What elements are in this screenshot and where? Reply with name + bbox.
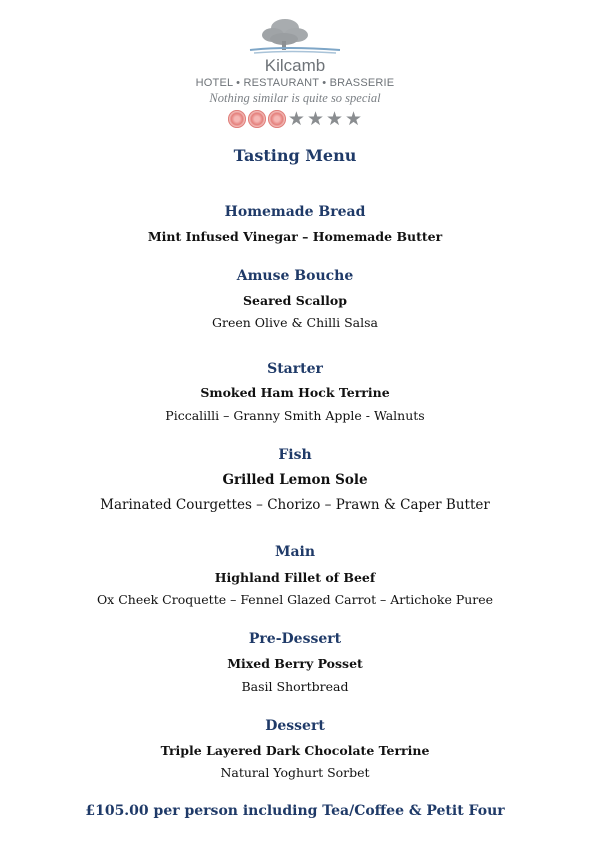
course-accompaniment: Piccalilli – Granny Smith Apple - Walnuts xyxy=(165,408,425,423)
course-dish: Mint Infused Vinegar – Homemade Butter xyxy=(147,229,443,244)
rosette-icon xyxy=(228,110,246,128)
course-dish: Triple Layered Dark Chocolate Terrine xyxy=(160,743,430,758)
course-accompaniment: Marinated Courgettes – Chorizo – Prawn & Caper Butter xyxy=(100,497,490,513)
course-heading: Starter xyxy=(267,361,323,377)
brand-motto: Nothing similar is quite so special xyxy=(209,91,381,105)
course-heading: Amuse Bouche xyxy=(236,268,354,284)
course-accompaniment: Natural Yoghurt Sorbet xyxy=(220,765,370,780)
star-icon: ★ xyxy=(287,108,305,130)
course-heading: Dessert xyxy=(265,718,325,734)
course-accompaniment: Basil Shortbread xyxy=(241,679,349,694)
course-dish: Seared Scallop xyxy=(242,293,348,308)
brand-name: Kilcamb xyxy=(264,56,326,75)
course-heading: Pre-Dessert xyxy=(248,631,342,647)
rosette-icon xyxy=(268,110,286,128)
course-heading: Homemade Bread xyxy=(224,204,366,220)
brand-tagline: HOTEL • RESTAURANT • BRASSERIE xyxy=(195,77,395,89)
hotel-logo xyxy=(0,14,590,130)
course-dish: Mixed Berry Posset xyxy=(227,656,363,671)
menu-title: Tasting Menu xyxy=(233,146,357,165)
course-accompaniment: Green Olive & Chilli Salsa xyxy=(211,315,378,330)
course-dish: Smoked Ham Hock Terrine xyxy=(200,385,390,400)
awards-row xyxy=(0,108,590,130)
tree-logo-icon xyxy=(240,14,350,56)
course-dish: Highland Fillet of Beef xyxy=(214,570,376,585)
star-icon: ★ xyxy=(345,108,363,130)
price-line: £105.00 per person including Tea/Coffee & Petit Four xyxy=(85,803,505,819)
course-heading: Main xyxy=(274,544,316,560)
course-dish: Grilled Lemon Sole xyxy=(222,472,368,488)
star-icon: ★ xyxy=(326,108,344,130)
course-accompaniment: Ox Cheek Croquette – Fennel Glazed Carrot – Artichoke Puree xyxy=(96,592,494,607)
course-heading: Fish xyxy=(278,447,312,463)
star-icon: ★ xyxy=(306,108,324,130)
rosette-icon xyxy=(248,110,266,128)
